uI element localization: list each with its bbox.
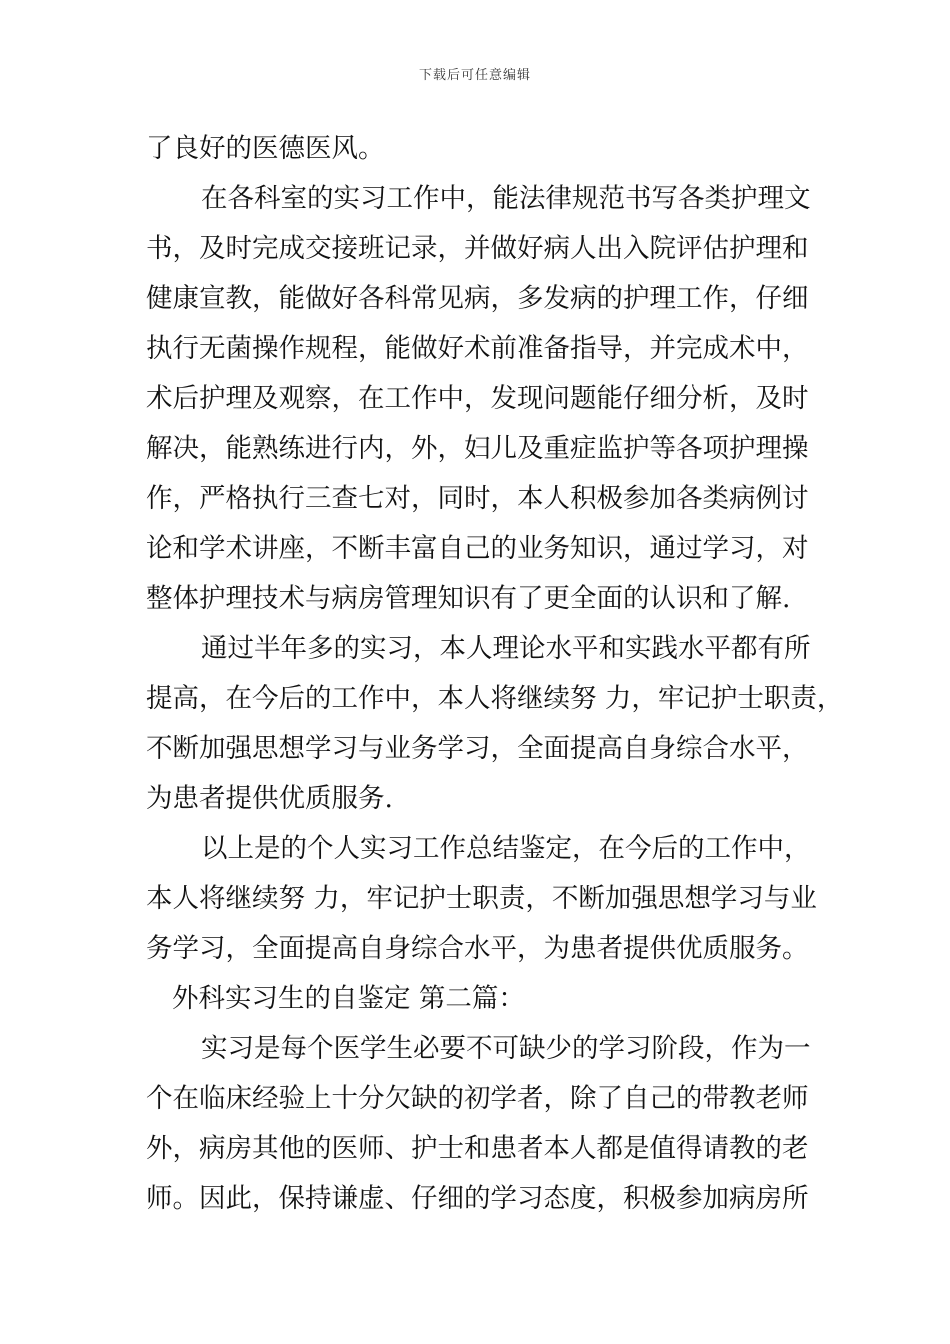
text-line: 了良好的医德医风。: [146, 133, 385, 164]
paragraph-start-line: 在各科室的实习工作中，能法律规范书写各类护理文: [201, 183, 811, 214]
text-line: 为患者提供优质服务.: [146, 783, 393, 814]
text-line: 师。因此，保持谦虚、仔细的学习态度，积极参加病房所: [146, 1183, 809, 1214]
text-line: 术后护理及观察，在工作中，发现问题能仔细分析，及时: [146, 383, 809, 414]
text-line: 书，及时完成交接班记录，并做好病人出入院评估护理和: [146, 233, 809, 264]
paragraph-start-line: 通过半年多的实习，本人理论水平和实践水平都有所: [201, 633, 811, 664]
text-line: 外，病房其他的医师、护士和患者本人都是值得请教的老: [146, 1133, 809, 1164]
text-line: 本人将继续努 力，牢记护士职责，不断加强思想学习与业: [146, 883, 817, 914]
text-line: 作，严格执行三查七对，同时，本人积极参加各类病例讨: [146, 483, 809, 514]
text-line: 务学习，全面提高自身综合水平，为患者提供优质服务。: [146, 933, 809, 964]
text-line: 整体护理技术与病房管理知识有了更全面的认识和了解.: [146, 583, 791, 614]
paragraph-start-line: 实习是每个医学生必要不可缺少的学习阶段，作为一: [201, 1033, 811, 1064]
text-line: 不断加强思想学习与业务学习，全面提高自身综合水平，: [146, 733, 809, 764]
paragraph-start-line: 以上是的个人实习工作总结鉴定，在今后的工作中，: [201, 833, 811, 864]
page-header-note: 下载后可任意编辑: [418, 68, 531, 83]
text-line: 解决，能熟练进行内，外，妇儿及重症监护等各项护理操: [146, 433, 809, 464]
text-line: 执行无菌操作规程，能做好术前准备指导，并完成术中，: [146, 333, 809, 364]
text-line: 健康宣教，能做好各科常见病，多发病的护理工作，仔细: [146, 283, 809, 314]
document-body: [146, 124, 844, 1224]
section-heading: 外科实习生的自鉴定 第二篇：: [172, 983, 525, 1014]
text-line: 论和学术讲座，不断丰富自己的业务知识，通过学习，对: [146, 533, 809, 564]
text-line: 个在临床经验上十分欠缺的初学者，除了自己的带教老师: [146, 1083, 809, 1114]
text-line: 提高，在今后的工作中，本人将继续努 力，牢记护士职责，: [146, 683, 844, 714]
